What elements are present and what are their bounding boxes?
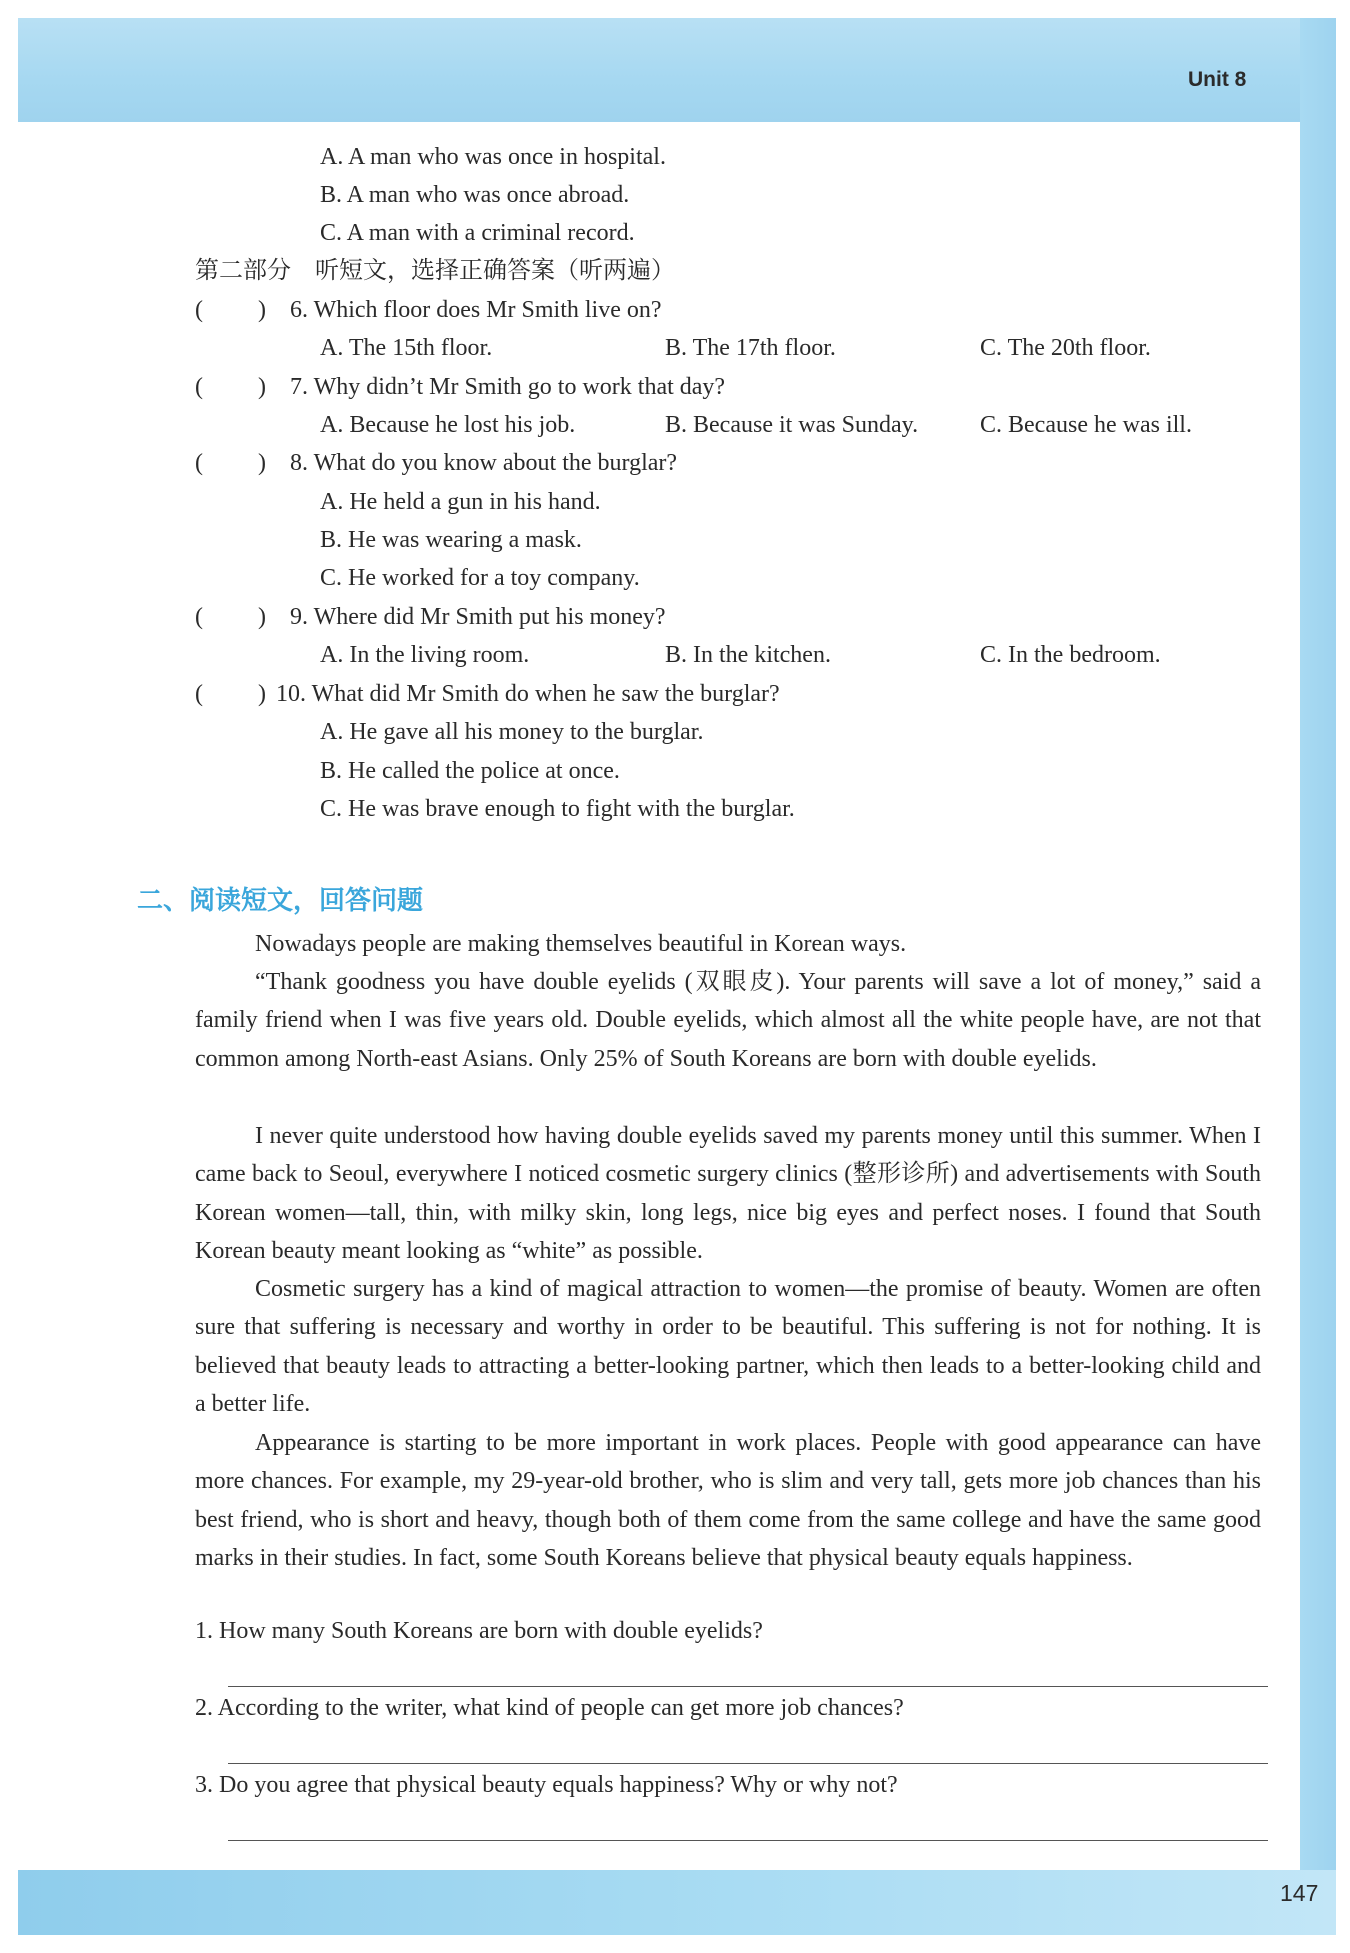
- reading-paragraph-5: Appearance is starting to be more important in work places. People with good appearance can have more chances. For example, my 29-year-old brother, who is slim and very tall, gets more job chances than his best friend, who is short and heavy, though both of them come from the same college and have the same good marks in their studies. In fact, some South Koreans believe that physical beauty equals happiness.: [195, 1430, 1261, 1572]
- reading-question-1: 1. How many South Koreans are born with double eyelids?: [195, 1618, 763, 1644]
- option-7b: B. Because it was Sunday.: [665, 412, 919, 438]
- option-10a: A. He gave all his money to the burglar.: [320, 719, 704, 745]
- reading-section-title: 二、阅读短文，回答问题: [137, 886, 424, 916]
- footer-band: [18, 1870, 1336, 1935]
- reading-paragraph-1: Nowadays people are making themselves beautiful in Korean ways.: [255, 931, 907, 957]
- answer-paren-open: (: [195, 374, 203, 400]
- option-10c: C. He was brave enough to fight with the burglar.: [320, 796, 795, 822]
- question-10: 10. What did Mr Smith do when he saw the burglar?: [276, 681, 780, 707]
- option-9c: C. In the bedroom.: [980, 642, 1161, 668]
- unit-label: Unit 8: [1188, 68, 1247, 91]
- answer-paren-open: (: [195, 681, 203, 707]
- option-6b: B. The 17th floor.: [665, 335, 836, 361]
- question-8: 8. What do you know about the burglar?: [290, 450, 678, 476]
- answer-paren-close: ): [258, 297, 266, 323]
- option-9b: B. In the kitchen.: [665, 642, 831, 668]
- option-10b: B. He called the police at once.: [320, 758, 620, 784]
- option-8b: B. He was wearing a mask.: [320, 527, 582, 553]
- page-number: 147: [1280, 1880, 1319, 1906]
- option-line: A. A man who was once in hospital.: [320, 144, 666, 170]
- option-7c: C. Because he was ill.: [980, 412, 1192, 438]
- answer-paren-close: ): [258, 450, 266, 476]
- reading-question-3: 3. Do you agree that physical beauty equals happiness? Why or why not?: [195, 1772, 898, 1798]
- answer-paren-open: (: [195, 604, 203, 630]
- option-8c: C. He worked for a toy company.: [320, 565, 640, 591]
- answer-line-3[interactable]: [228, 1840, 1268, 1841]
- answer-paren-open: (: [195, 450, 203, 476]
- answer-line-1[interactable]: [228, 1686, 1268, 1687]
- answer-paren-close: ): [258, 681, 266, 707]
- option-6a: A. The 15th floor.: [320, 335, 493, 361]
- option-line: C. A man with a criminal record.: [320, 220, 635, 246]
- part2-title: 第二部分 听短文，选择正确答案（听两遍）: [195, 256, 675, 284]
- reading-paragraph-4: Cosmetic surgery has a kind of magical attraction to women—the promise of beauty. Women are often sure that suffering is necessary and worthy in order to be beautiful. This suffering is not for nothing. It is believed that beauty leads to attracting a better-looking partner, which then leads to a better-looking child and a better life.: [195, 1276, 1261, 1418]
- answer-paren-close: ): [258, 604, 266, 630]
- reading-question-2: 2. According to the writer, what kind of people can get more job chances?: [195, 1695, 904, 1721]
- answer-line-2[interactable]: [228, 1763, 1268, 1764]
- option-6c: C. The 20th floor.: [980, 335, 1151, 361]
- reading-paragraph-2: “Thank goodness you have double eyelids (双眼皮). Your parents will save a lot of money,” said a family friend when I was five years old. Double eyelids, which almost all the white people have, are not that common among North-east Asians. Only 25% of South Koreans are born with double eyelids.: [195, 969, 1261, 1072]
- header-band: [18, 18, 1336, 122]
- reading-paragraph-3: I never quite understood how having double eyelids saved my parents money until this summer. When I came back to Seoul, everywhere I noticed cosmetic surgery clinics (整形诊所) and advertisements with South Korean women—tall, thin, with milky skin, long legs, nice big eyes and perfect noses. I found that South Korean beauty meant looking as “white” as possible.: [195, 1123, 1261, 1265]
- answer-paren-open: (: [195, 297, 203, 323]
- option-line: B. A man who was once abroad.: [320, 182, 630, 208]
- question-9: 9. Where did Mr Smith put his money?: [290, 604, 666, 630]
- answer-paren-close: ): [258, 374, 266, 400]
- right-margin-band: [1300, 18, 1336, 1935]
- question-7: 7. Why didn’t Mr Smith go to work that day?: [290, 374, 726, 400]
- option-8a: A. He held a gun in his hand.: [320, 489, 601, 515]
- option-7a: A. Because he lost his job.: [320, 412, 576, 438]
- question-6: 6. Which floor does Mr Smith live on?: [290, 297, 662, 323]
- option-9a: A. In the living room.: [320, 642, 530, 668]
